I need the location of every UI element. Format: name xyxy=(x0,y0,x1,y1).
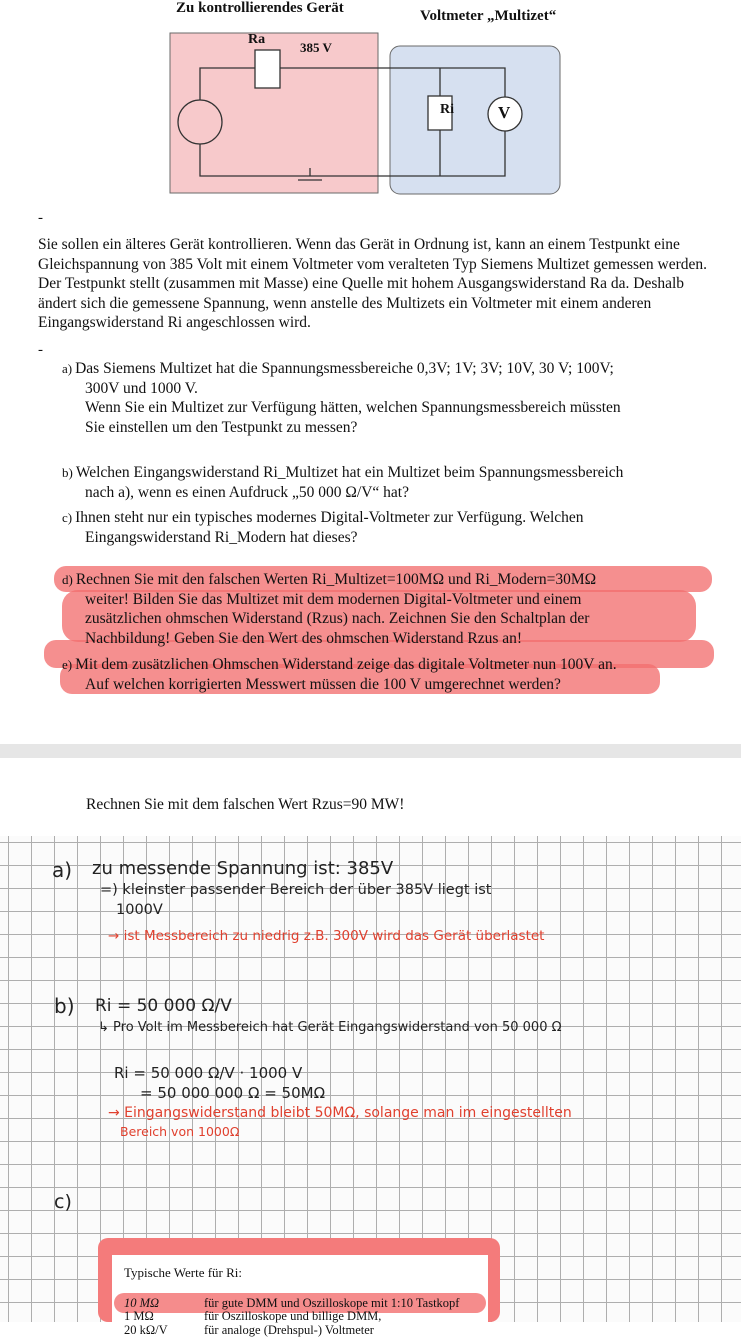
voltmeter-title: Voltmeter „Multizet“ xyxy=(420,8,557,24)
answer-a-line: zu messende Spannung ist: 385V xyxy=(92,858,394,879)
table-value: 10 MΩ xyxy=(124,1296,160,1310)
separator-dash: - xyxy=(38,342,43,358)
question-d-line: zusätzlichen ohmschen Widerstand (Rzus) nach. Zeichnen Sie den Schaltplan der xyxy=(85,610,590,627)
question-e xyxy=(62,655,722,694)
ra-label: Ra xyxy=(248,32,266,47)
answer-c-label: c) xyxy=(54,1191,72,1213)
question-b xyxy=(62,463,722,502)
question-c-line: Eingangswiderstand Ri_Modern hat dieses? xyxy=(85,528,358,546)
question-d-line: weiter! Bilden Sie das Multizet mit dem modernen Digital-Voltmeter und einem xyxy=(85,590,582,608)
question-a-line: 300V und 1000 V. xyxy=(85,379,198,397)
question-e-label: e) xyxy=(62,657,73,672)
question-c-label: c) xyxy=(62,510,73,525)
worksheet-page-2 xyxy=(0,758,741,1337)
question-b-line: nach a), wenn es einen Aufdruck „50 000 Ω/V“ hat? xyxy=(85,483,409,501)
intro-paragraph: Sie sollen ein älteres Gerät kontrollieren. Wenn das Gerät in Ordnung ist, kann an einem Testpunkt eine Gleichspannung von 385 Volt mit einem Voltmeter vom veralteten Typ Siemens Multizet gemessen werden. Der Testpunkt stellt (zusammen mit Masse) eine Quelle mit hohem Ausgangswiderstand Ra da. Deshalb ändert sich die gemessene Spannung, wenn anstelle des Multizets ein Voltmeter mit einem anderen Eingangswiderstand Ri angeschlossen wird. xyxy=(38,236,708,331)
question-d xyxy=(62,570,722,648)
answer-a-line: 1000V xyxy=(116,902,163,918)
table-value: 20 kΩ/V xyxy=(124,1323,168,1337)
ri-label: Ri xyxy=(440,102,454,117)
answer-a-note: → ist Messbereich zu niedrig z.B. 300V wird das Gerät überlastet xyxy=(108,928,545,944)
question-a xyxy=(62,359,722,437)
voltage-source-symbol xyxy=(178,100,222,144)
question-d-label: d) xyxy=(62,572,73,587)
question-c xyxy=(62,508,722,547)
table-title: Typische Werte für Ri: xyxy=(124,1265,243,1280)
question-a-line: Wenn Sie ein Multizet zur Verfügung hätten, welchen Spannungsmessbereich müssten xyxy=(85,399,621,416)
ri-values-table xyxy=(112,1255,488,1337)
question-d-line: Nachbildung! Geben Sie den Wert des ohmschen Widerstand Rzus an! xyxy=(85,629,523,647)
table-desc: für Oszilloskope und billige DMM, xyxy=(204,1309,382,1323)
question-b-label: b) xyxy=(62,465,73,480)
answer-b-note: Bereich von 1000Ω xyxy=(120,1124,240,1139)
question-e-line: Mit dem zusätzlichen Ohmschen Widerstand zeige das digitale Voltmeter nun 100V an. xyxy=(75,656,617,673)
question-a-line: Das Siemens Multizet hat die Spannungsmessbereiche 0,3V; 1V; 3V; 10V, 30 V; 100V; xyxy=(75,360,614,377)
question-d-line: Rechnen Sie mit den falschen Werten Ri_Multizet=100MΩ und Ri_Modern=30MΩ xyxy=(75,571,597,588)
answer-b-note: → Eingangswiderstand bleibt 50MΩ, solange man im eingestellten xyxy=(108,1105,572,1121)
question-a-label: a) xyxy=(62,361,73,376)
answer-a-label: a) xyxy=(52,858,73,882)
table-desc: für gute DMM und Oszilloskope mit 1:10 Tastkopf xyxy=(204,1296,460,1310)
answer-b-label: b) xyxy=(54,994,75,1018)
device-title: Zu kontrollierendes Gerät xyxy=(176,0,344,16)
question-b-line: Welchen Eingangswiderstand Ri_Multizet hat ein Multizet beim Spannungsmessbereich xyxy=(75,464,624,481)
page-separator xyxy=(0,744,741,758)
separator-dash: - xyxy=(38,210,43,226)
question-c-line: Ihnen steht nur ein typisches modernes Digital-Voltmeter zur Verfügung. Welchen xyxy=(75,509,584,526)
answer-b-line: ↳ Pro Volt im Messbereich hat Gerät Eingangswiderstand von 50 000 Ω xyxy=(98,1020,562,1035)
meter-symbol-label: V xyxy=(498,103,511,122)
ra-resistor xyxy=(255,50,280,88)
answer-a-line: =) kleinster passender Bereich der über 385V liegt ist xyxy=(100,882,492,898)
question-a-line: Sie einstellen um den Testpunkt zu messen? xyxy=(85,418,358,436)
table-value: 1 MΩ xyxy=(124,1309,154,1323)
answer-b-line: Ri = 50 000 Ω/V xyxy=(95,996,232,1016)
question-e-line: Auf welchen korrigierten Messwert müssen die 100 V umgerechnet werden? xyxy=(85,675,561,693)
rzus-note: Rechnen Sie mit dem falschen Wert Rzus=90 MW! xyxy=(86,796,405,813)
table-desc: für analoge (Drehspul-) Voltmeter xyxy=(204,1323,374,1337)
answer-b-calc: Ri = 50 000 Ω/V · 1000 V xyxy=(114,1064,303,1082)
voltage-label: 385 V xyxy=(300,40,332,55)
answer-b-calc: = 50 000 000 Ω = 50MΩ xyxy=(140,1084,326,1102)
